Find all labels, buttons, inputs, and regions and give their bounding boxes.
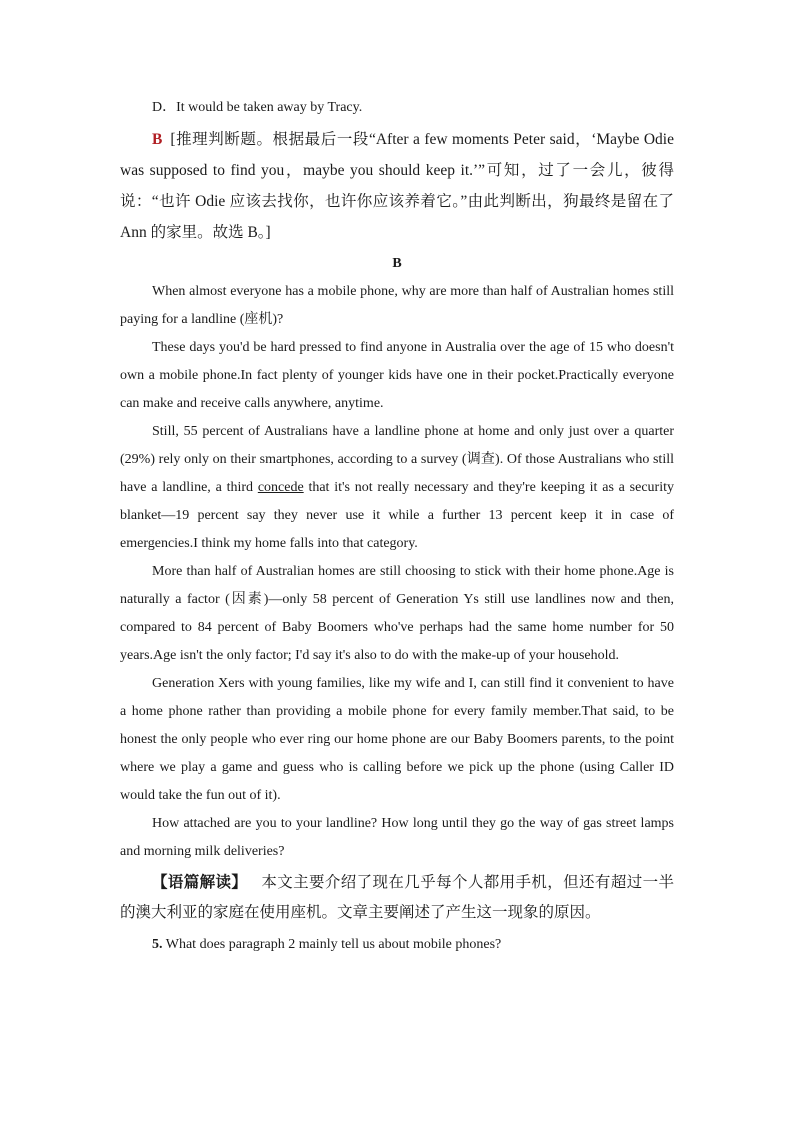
question-text: What does paragraph 2 mainly tell us about mobile phones? (165, 937, 502, 952)
answer-explanation: [推理判断题。根据最后一段“After a few moments Peter said，‘Maybe Odie was supposed to find you，maybe you should keep it.’”可知，过了一会儿，彼得说：“也许 Odie 应该去找你，也许你应该养着它。”由此判断出，狗最终是留在了 Ann 的家里。故选 B。] (120, 131, 674, 241)
passage-paragraph-4: More than half of Australian homes are still choosing to stick with their home phone.Age is naturally a factor (因素)—only 58 percent of Generation Ys still use landlines now and then, compared to 84 percent of Baby Boomers who've perhaps had the same home number for 50 years.Age isn't the only factor; I'd say it's also to do with the make-up of your household. (120, 564, 674, 663)
question-number: 5. (152, 937, 163, 952)
paragraph-3-text-after: that it's not really necessary and they're keeping it as a security blanket—19 percent say they never use it while a further 13 percent keep it in case of emergencies.I think my home falls into that category. (120, 480, 674, 551)
passage-paragraph-5: Generation Xers with young families, like my wife and I, can still find it convenient to have a home phone rather than providing a mobile phone for every family member.That said, to be honest the only people who ever ring our home phone are our Baby Boomers parents, to the point where we play a game and guess who is calling before we pick up the phone (using Caller ID would take the fun out of it). (120, 676, 674, 803)
answer-block (120, 124, 674, 248)
analysis-text: 本文主要介绍了现在几乎每个人都用手机，但还有超过一半的澳大利亚的家庭在使用座机。文章主要阐述了产生这一现象的原因。 (120, 874, 674, 921)
question-5 (120, 930, 674, 960)
paragraph-3-text-before: Still, 55 percent of Australians have a landline phone at home and only just over a quarter (29%) rely only on their smartphones, according to a survey (调查). Of those Australians who still have a landline, a third (120, 424, 674, 495)
passage-paragraph-3 (120, 418, 674, 558)
page-content (120, 94, 674, 960)
section-label: B (392, 256, 402, 271)
underlined-word-concede: concede (257, 480, 304, 495)
passage-paragraph-1: When almost everyone has a mobile phone, why are more than half of Australian homes still paying for a landline (座机)? (120, 284, 674, 327)
option-d: D．It would be taken away by Tracy. (152, 100, 363, 115)
passage-paragraph-6: How attached are you to your landline? How long until they go the way of gas street lamps and morning milk deliveries? (120, 816, 674, 859)
discourse-analysis (120, 868, 674, 928)
analysis-title: 【语篇解读】 (152, 874, 248, 891)
answer-letter: B (152, 131, 163, 148)
passage-paragraph-2: These days you'd be hard pressed to find anyone in Australia over the age of 15 who doesn't own a mobile phone.In fact plenty of younger kids have one in their pocket.Practically everyone can make and receive calls anywhere, anytime. (120, 340, 674, 411)
